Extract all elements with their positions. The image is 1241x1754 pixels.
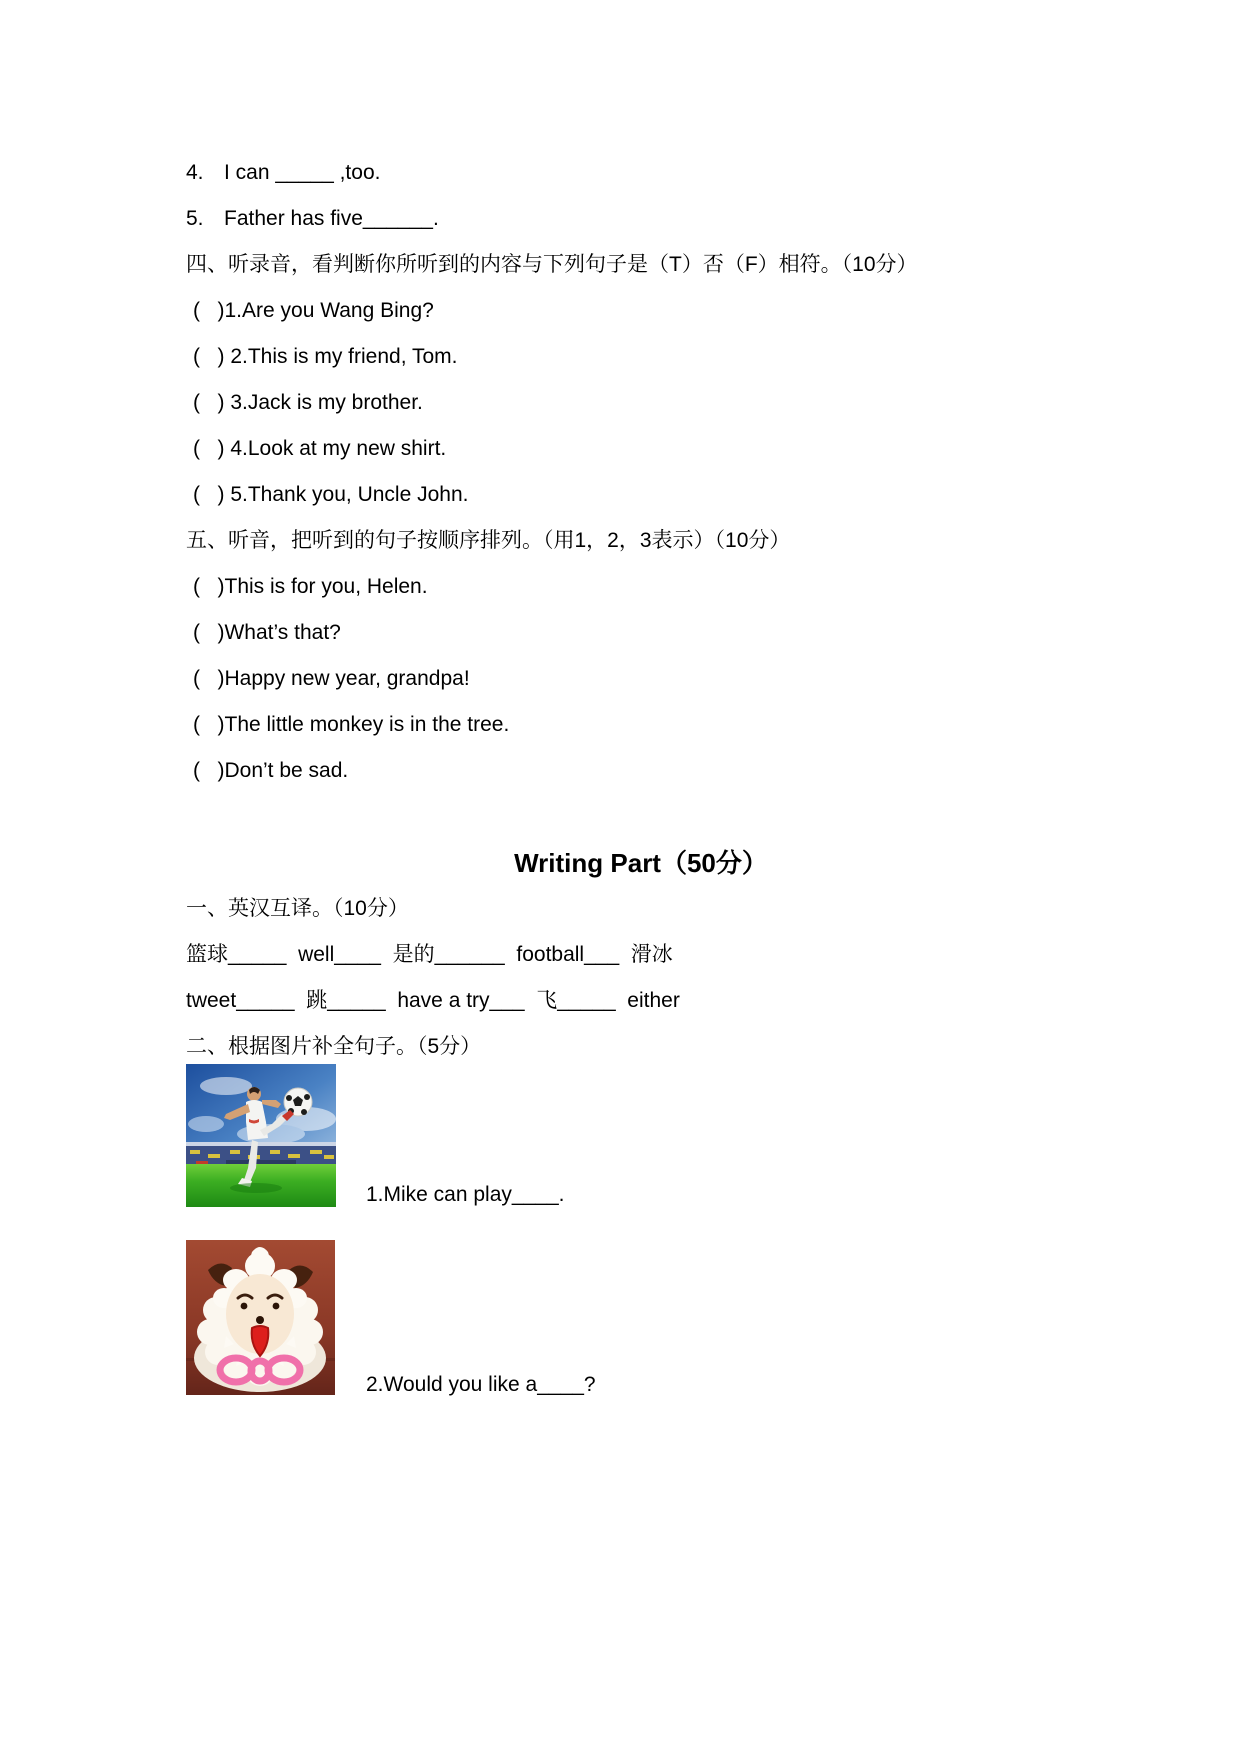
section4-item-4: ( ) 4.Look at my new shirt.: [193, 437, 447, 460]
cake-photo-graphic: [186, 1240, 335, 1395]
blank-line: [186, 794, 1096, 840]
question-number: 4.: [186, 161, 204, 184]
soccer-player-kicking-ball-photo: [186, 1064, 336, 1207]
section5-item-3: ( )Happy new year, grandpa!: [193, 667, 470, 690]
section5-header: 五、听音，把听到的句子按顺序排列。（用1，2，3表示）（10分）: [186, 529, 791, 552]
exam-body: [186, 150, 1096, 1070]
listening-question-4: [186, 150, 1096, 196]
section5-item-5: ( )Don’t be sad.: [193, 759, 349, 782]
section4-item-3: ( ) 3.Jack is my brother.: [193, 391, 423, 414]
section4-item-2: ( ) 2.This is my friend, Tom.: [193, 345, 458, 368]
section5-item-2: ( )What’s that?: [193, 621, 341, 644]
question-text: Father has five______.: [224, 207, 439, 230]
section4-item-1: ( )1.Are you Wang Bing?: [193, 299, 434, 322]
question-text: I can _____ ,too.: [224, 161, 381, 184]
question-number: 5.: [186, 207, 204, 230]
writing-sec1-header: 一、英汉互译。（10分）: [186, 897, 409, 920]
section4-header: 四、听录音，看判断你所听到的内容与下列句子是（T）否（F）相符。（10分）: [186, 253, 918, 276]
picture-caption-1: 1.Mike can play____.: [366, 1183, 565, 1206]
section5-item-1: ( )This is for you, Helen.: [193, 575, 428, 598]
writing-part-heading: Writing Part（50分）: [514, 848, 768, 878]
section4-item-5: ( ) 5.Thank you, Uncle John.: [193, 483, 469, 506]
listening-question-5: [186, 196, 1096, 242]
translation-line-2: tweet_____ 跳_____ have a try___ 飞_____ either: [186, 989, 680, 1012]
writing-sec2-header: 二、根据图片补全句子。（5分）: [186, 1035, 482, 1058]
translation-line-1: 篮球_____ well____ 是的______ football___ 滑冰: [186, 943, 673, 966]
sheep-face-cream-cake-photo: [186, 1240, 335, 1395]
soccer-photo-graphic: [186, 1064, 336, 1207]
stadium-stand: [186, 1142, 336, 1167]
picture-caption-2: 2.Would you like a____?: [366, 1373, 596, 1396]
section5-item-4: ( )The little monkey is in the tree.: [193, 713, 510, 736]
